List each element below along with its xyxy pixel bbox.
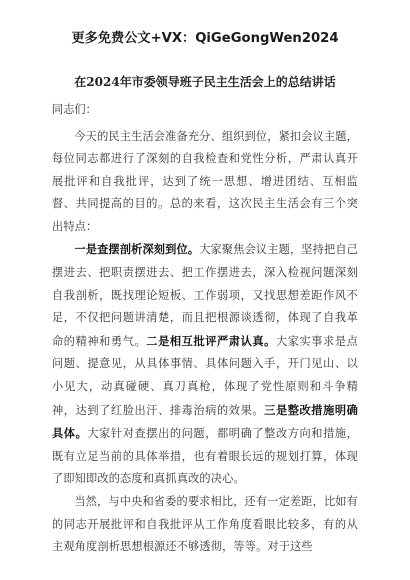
feature-heading-1: 一是查摆剖析深刻到位。 <box>74 242 200 257</box>
document-title: 在2024年市委领导班子民主生活会上的总结讲话 <box>74 75 336 89</box>
feature-text-2: 大家实事求是点问题、提意见，从具体事情、具体问题入手，开门见山、以小见大，动真碰硬、真刀真枪，体现了党性原则和斗争精神，达到了红脸出汗、排毒治病的效果。 <box>52 334 359 417</box>
paragraph-features <box>52 238 358 491</box>
feature-heading-3: 三是整改措施明确具体。 <box>52 402 358 441</box>
feature-text-1: 大家聚焦会议主题，坚持把自己摆进去、把职责摆进去、把工作摆进去，深入检视问题深刻自我剖析，既找理论短板、工作弱项，又找思想差距作风不足，不仅把问题讲清楚，而且把根源谈透彻，体现了自我革命的精神和勇气。 <box>52 243 358 348</box>
paragraph-intro: 今天的民主生活会准备充分、组织到位，紧扣会议主题，每位同志都进行了深刻的自我检查和党性分析，严肃认真开展批评和自我批评，达到了统一思想、增进团结、互相监督、共同提高的目的。总的来看，这次民主生活会有三个突出特点： <box>52 129 358 233</box>
watermark-header: 更多免费公文+VX：QiGeGongWen2024 <box>71 31 339 46</box>
paragraph-shortcomings: 当然，与中央和省委的要求相比，还有一定差距，比如有的同志开展批评和自我批评从工作角度看眼比较多，有的从主观角度剖析思想根源还不够透彻，等等。对于这些 <box>52 495 358 554</box>
feature-heading-2: 二是相互批评严肃认真。 <box>146 333 276 348</box>
salutation: 同志们： <box>52 103 97 116</box>
feature-text-3: 大家针对查摆出的问题，都明确了整改方向和措施，既有立足当前的具体举措，也有着眼长远的规划打算，体现了即知即改的态度和真抓真改的决心。 <box>52 427 358 486</box>
